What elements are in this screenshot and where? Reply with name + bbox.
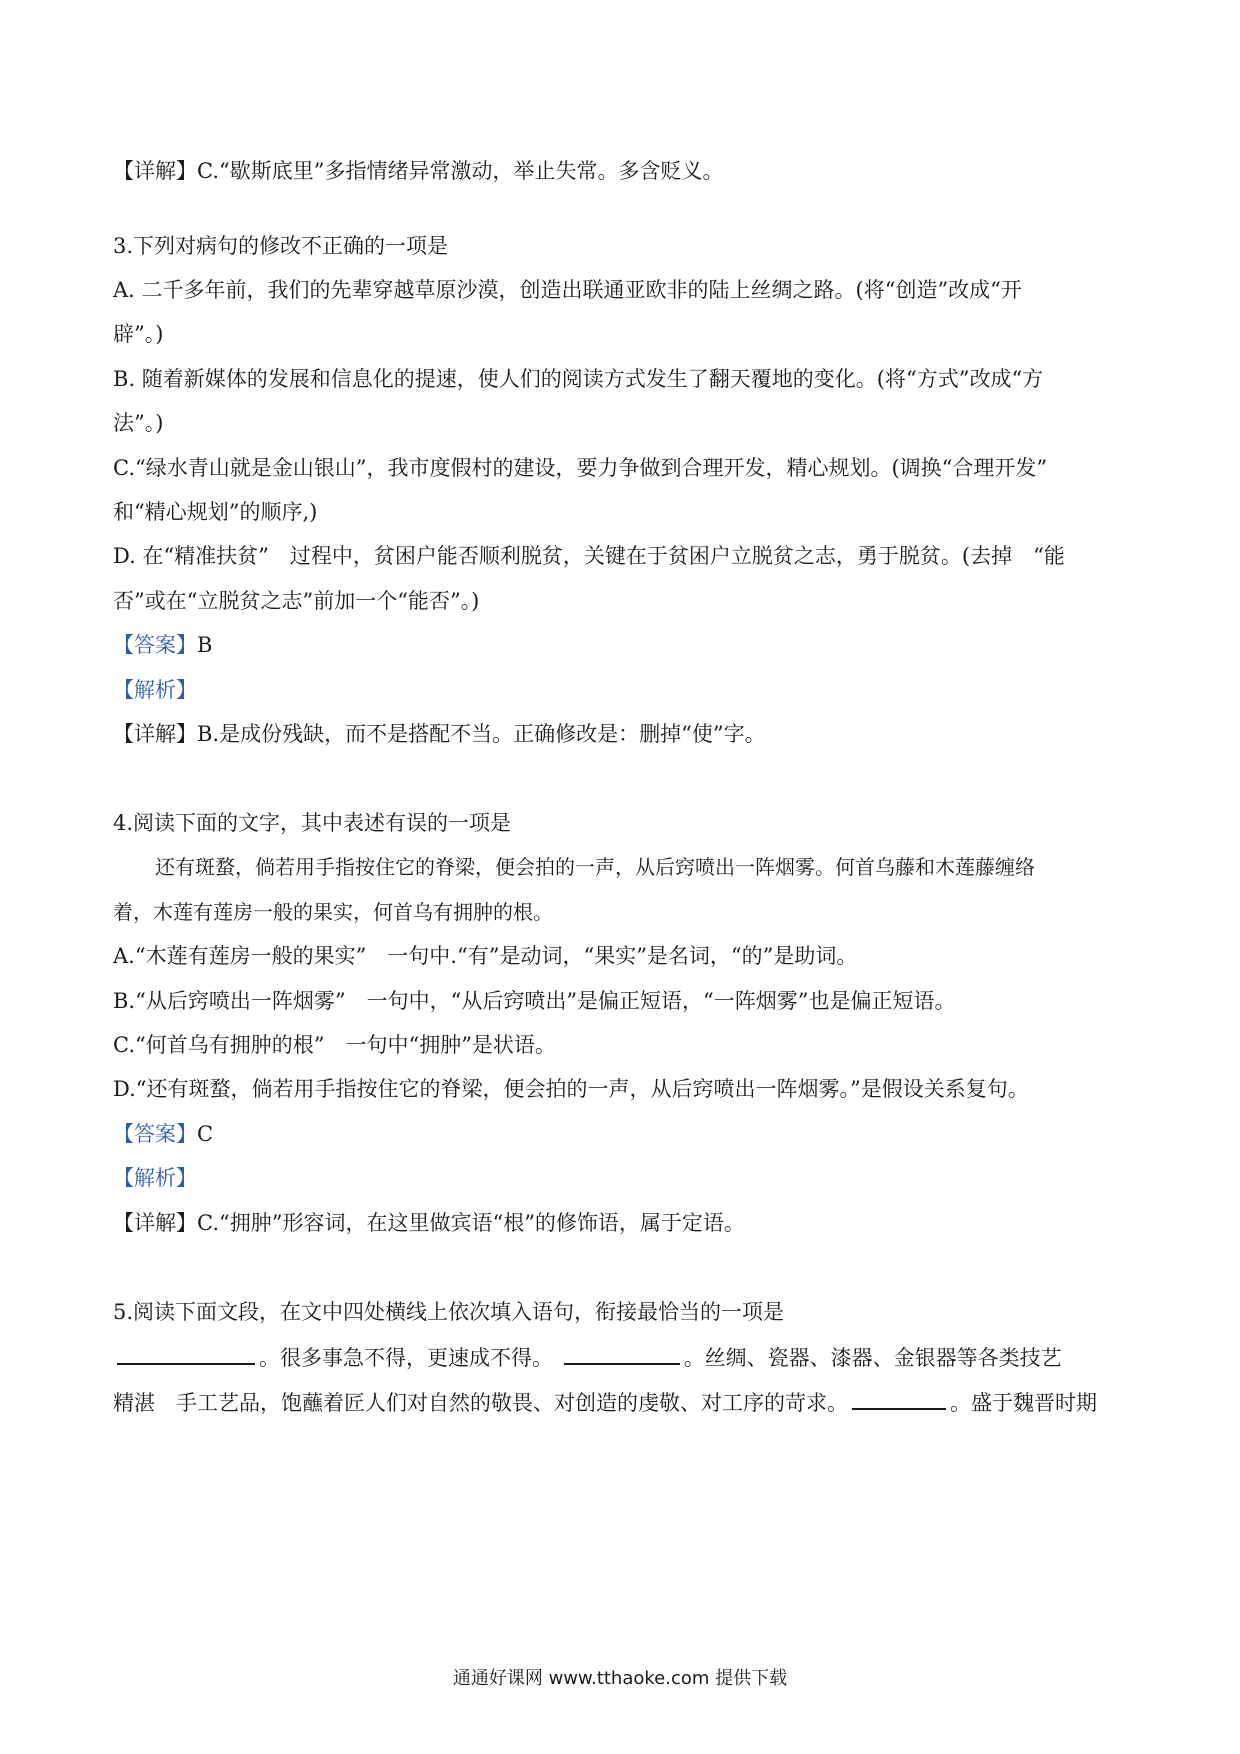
- question-4-option-c: C.“何首乌有拥肿的根” 一句中“拥肿”是状语。: [113, 1033, 556, 1057]
- passage-segment: 。丝绸、瓷器、漆器、金银器等各类技艺: [683, 1346, 1062, 1370]
- question-3-stem: 3.下列对病句的修改不正确的一项是: [113, 234, 449, 258]
- fill-blank-3[interactable]: [852, 1386, 946, 1410]
- explanation-line: 【详解】C.“拥肿”形容词，在这里做宾语“根”的修饰语，属于定语。: [113, 1211, 745, 1235]
- analysis-tag: 【解析】: [113, 678, 197, 702]
- question-3-option-c: C.“绿水青山就是金山银山”，我市度假村的建设，要力争做到合理开发，精心规划。(调换“合理开发”: [113, 456, 1048, 480]
- passage-segment: 。很多事急不得，更速成不得。: [259, 1346, 553, 1370]
- answer-tag: 【答案】: [113, 1122, 197, 1146]
- question-4-stem: 4.阅读下面的文字，其中表述有误的一项是: [113, 811, 512, 835]
- answer-line: [113, 1119, 213, 1149]
- question-3-option-b-cont: 法”。): [113, 411, 164, 435]
- fill-blank-2[interactable]: [564, 1341, 680, 1365]
- explanation-line: 【详解】C.“歇斯底里”多指情绪异常激动，举止失常。多含贬义。: [113, 159, 724, 183]
- analysis-tag: 【解析】: [113, 1166, 197, 1190]
- question-3-option-c-cont: 和“精心规划”的顺序,): [113, 500, 318, 524]
- answer-value: C: [197, 1122, 214, 1146]
- question-4-option-a: A.“木莲有莲房一般的果实” 一句中.“有”是动词，“果实”是名词，“的”是助词。: [113, 944, 858, 968]
- page-footer: 通通好课网 www.tthaoke.com 提供下载: [452, 1668, 788, 1689]
- question-3-option-b: B. 随着新媒体的发展和信息化的提速，使人们的阅读方式发生了翻天覆地的变化。(将“方式”改成“方: [113, 367, 1044, 391]
- reading-passage: 还有斑蝥，倘若用手指按住它的脊梁，便会拍的一声，从后窍喷出一阵烟雾。何首乌藤和木莲藤缠络: [155, 855, 1035, 879]
- fill-blank-1[interactable]: [117, 1341, 255, 1365]
- passage-segment: 。盛于魏晋时期: [950, 1391, 1097, 1415]
- explanation-line: 【详解】B.是成份残缺，而不是搭配不当。正确修改是：删掉“使”字。: [113, 722, 766, 746]
- passage-segment: 精湛 手工艺品，饱蘸着匠人们对自然的敬畏、对创造的虔敬、对工序的苛求。: [113, 1391, 848, 1415]
- answer-value: B: [197, 633, 213, 657]
- answer-tag: 【答案】: [113, 633, 197, 657]
- question-5-passage: [113, 1341, 1062, 1373]
- question-3-option-d: D. 在“精准扶贫” 过程中，贫困户能否顺利脱贫，关键在于贫困户立脱贫之志，勇于脱贫。(去掉 “能: [113, 544, 1065, 568]
- reading-passage-cont: 着，木莲有莲房一般的果实，何首乌有拥肿的根。: [113, 900, 553, 924]
- question-4-option-d: D.“还有斑蝥，倘若用手指按住它的脊梁，便会拍的一声，从后窍喷出一阵烟雾。”是假设关系复句。: [113, 1077, 1029, 1101]
- question-4-option-b: B.“从后窍喷出一阵烟雾” 一句中，“从后窍喷出”是偏正短语，“一阵烟雾”也是偏正短语。: [113, 989, 956, 1013]
- question-5-passage-cont: [113, 1386, 1097, 1418]
- question-3-option-d-cont: 否”或在“立脱贫之志”前加一个“能否”。): [113, 589, 480, 613]
- answer-line: [113, 630, 212, 660]
- question-3-option-a-cont: 辟”。): [113, 322, 164, 346]
- question-3-option-a: A. 二千多年前，我们的先辈穿越草原沙漠，创造出联通亚欧非的陆上丝绸之路。(将“创造”改成“开: [113, 278, 1022, 302]
- question-5-stem: 5.阅读下面文段，在文中四处横线上依次填入语句，衔接最恰当的一项是: [113, 1300, 785, 1324]
